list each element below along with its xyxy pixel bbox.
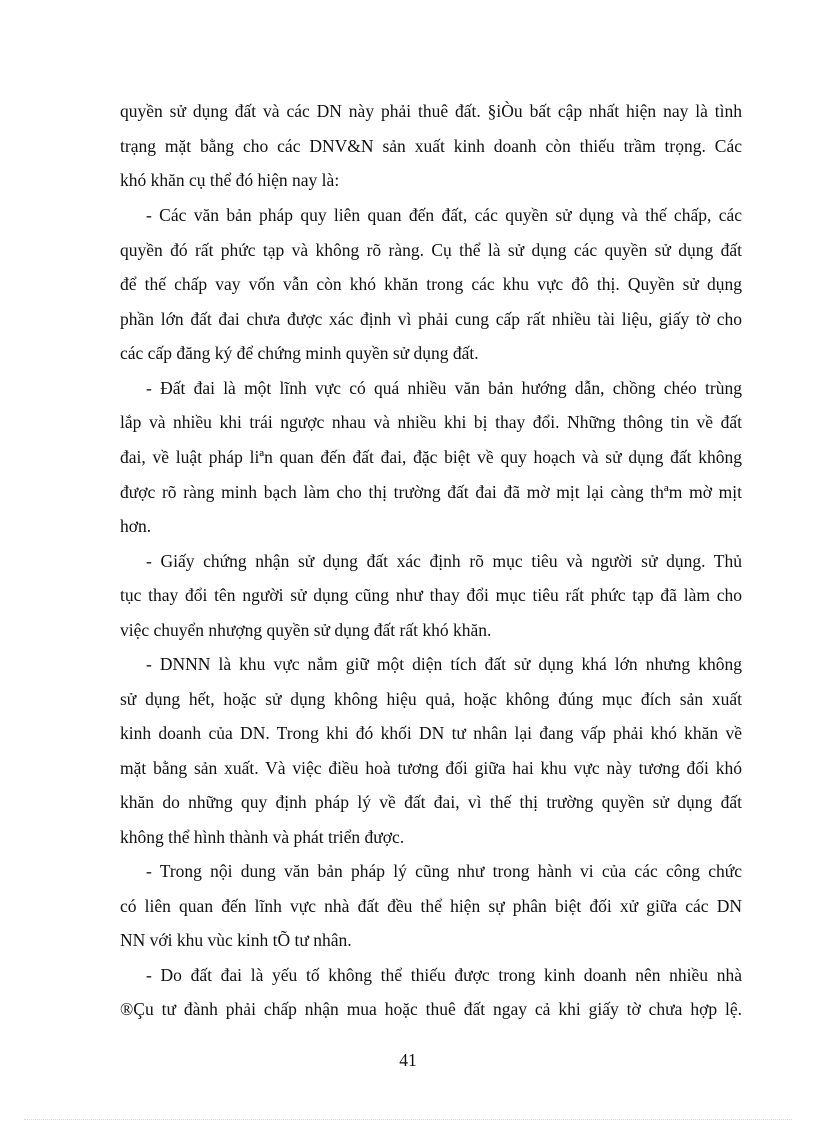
text-line: việc chuyển nhượng quyền sử dụng đất rất khó khăn. — [120, 620, 492, 640]
bullet-line: - Đất đai là một lĩnh vực có quá nhiều văn bản hướng dẫn, chồng chéo trùng — [146, 378, 742, 398]
text-line: khăn do những quy định pháp lý về đất đai, vì thế thị trường quyền sử dụng đất — [120, 792, 742, 812]
bullet-line: - Giấy chứng nhận sử dụng đất xác định rõ mục tiêu và người sử dụng. Thủ — [146, 551, 742, 571]
text-line: quyền đó rất phức tạp và không rõ ràng. Cụ thể là sử dụng các quyền sử dụng đất — [120, 240, 742, 260]
text-line: mặt bằng sản xuất. Và việc điều hoà tương đối giữa hai khu vực này tương đối khó — [120, 758, 742, 778]
text-line: có liên quan đến lĩnh vực nhà đất đều thể hiện sự phân biệt đối xử giữa các DN — [120, 896, 742, 916]
bullet-line: - Do đất đai là yếu tố không thể thiếu được trong kinh doanh nên nhiều nhà — [146, 965, 742, 985]
bullet-line: - Các văn bản pháp quy liên quan đến đất, các quyền sử dụng và thế chấp, các — [146, 205, 742, 225]
text-line: các cấp đăng ký để chứng minh quyền sử dụng đất. — [120, 343, 479, 363]
text-line: sử dụng hết, hoặc sử dụng không hiệu quả, hoặc không đúng mục đích sản xuất — [120, 689, 742, 709]
text-line: phần lớn đất đai chưa được xác định vì phải cung cấp rất nhiều tài liệu, giấy tờ cho — [120, 309, 742, 329]
text-line: lắp và nhiều khi trái ngược nhau và nhiều khi bị thay đổi. Những thông tin về đất — [120, 412, 742, 432]
text-line: ®Çu tư đành phải chấp nhận mua hoặc thuê đất ngay cả khi giấy tờ chưa hợp lệ. — [120, 999, 742, 1019]
bullet-line: - DNNN là khu vực nắm giữ một diện tích đất sử dụng khá lớn nhưng không — [146, 654, 742, 674]
bullet-line: - Trong nội dung văn bản pháp lý cũng như trong hành vi của các công chức — [146, 861, 742, 881]
text-line: kinh doanh của DN. Trong khi đó khối DN tư nhân lại đang vấp phải khó khăn về — [120, 723, 742, 743]
text-line: khó khăn cụ thể đó hiện nay là: — [120, 170, 340, 190]
text-line: hơn. — [120, 516, 152, 536]
text-line: trạng mặt bằng cho các DNV&N sản xuất kinh doanh còn thiếu trầm trọng. Các — [120, 136, 742, 156]
text-line: được rõ ràng minh bạch làm cho thị trường đất đai đã mờ mịt lại càng thªm mờ mịt — [120, 482, 742, 502]
text-line: không thể hình thành và phát triển được. — [120, 827, 405, 847]
text-line: để thế chấp vay vốn vẫn còn khó khăn trong các khu vực đô thị. Quyền sử dụng — [120, 274, 742, 294]
page-bottom-divider — [24, 1119, 792, 1120]
page-number: 41 — [399, 1050, 417, 1070]
text-line: quyền sử dụng đất và các DN này phải thuê đất. §iÒu bất cập nhất hiện nay là tình — [120, 101, 742, 121]
text-line: đai, về luật pháp liªn quan đến đất đai, đặc biệt về quy hoạch và sử dụng đất không — [120, 447, 742, 467]
text-line: NN với khu vùc kinh tÕ tư nhân. — [120, 930, 352, 950]
text-line: tục thay đổi tên người sử dụng cũng như thay đổi mục tiêu rất phức tạp đã làm cho — [120, 585, 742, 605]
